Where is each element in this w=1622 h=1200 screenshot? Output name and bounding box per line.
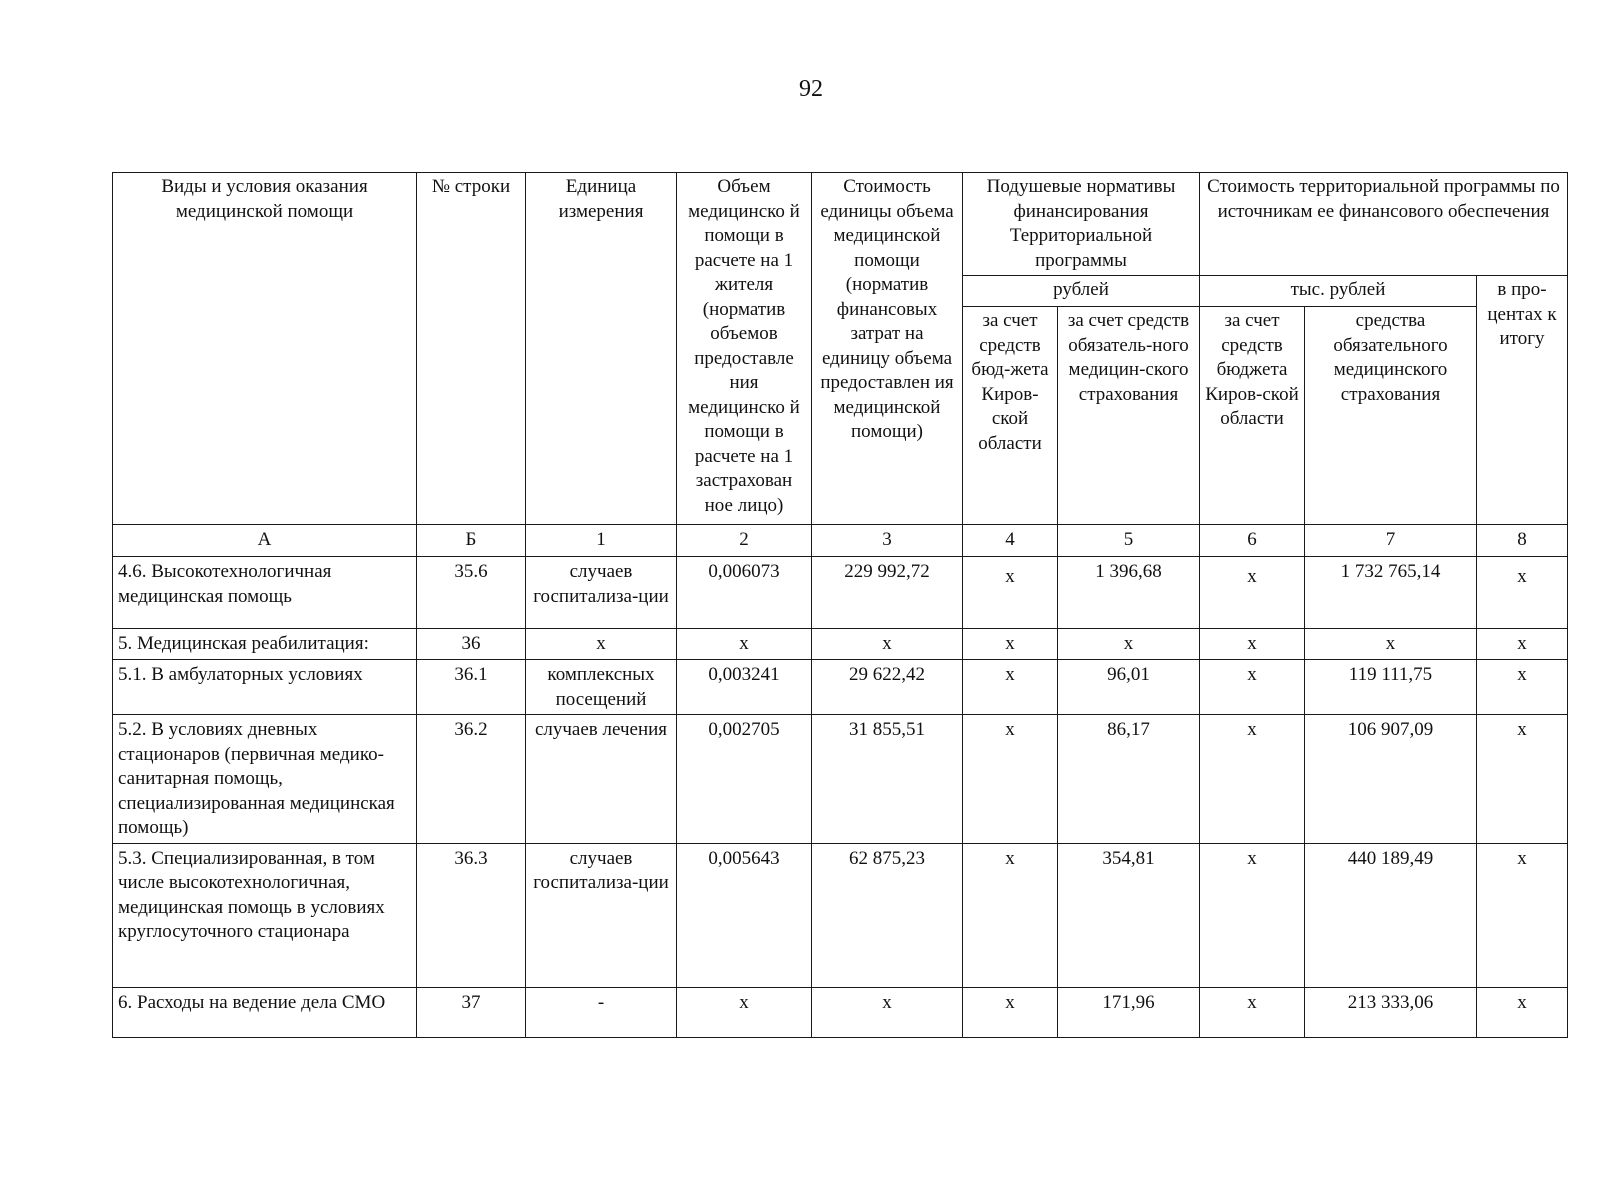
- header-volume: Объем медицинско й помощи в расчете на 1 жителя (норматив объемов предоставле ния медицинско й помощи в расчете на 1 застрахован ное лицо): [677, 173, 812, 525]
- row-budget-thousand: х: [1200, 629, 1305, 660]
- row-budget-rub: х: [963, 629, 1058, 660]
- row-unit: случаев лечения: [526, 715, 677, 844]
- row-percent: х: [1477, 715, 1568, 844]
- row-volume: 0,006073: [677, 557, 812, 629]
- column-code: 8: [1477, 525, 1568, 557]
- column-code: 7: [1305, 525, 1477, 557]
- row-cost: х: [812, 987, 963, 1037]
- row-oms-thousand: 440 189,49: [1305, 843, 1477, 987]
- row-unit: х: [526, 629, 677, 660]
- row-budget-thousand: х: [1200, 987, 1305, 1037]
- column-code: 1: [526, 525, 677, 557]
- column-code: 2: [677, 525, 812, 557]
- row-cost: 62 875,23: [812, 843, 963, 987]
- row-volume: х: [677, 987, 812, 1037]
- header-rubles: рублей: [963, 276, 1200, 307]
- row-name: 6. Расходы на ведение дела СМО: [113, 987, 417, 1037]
- row-cost: 31 855,51: [812, 715, 963, 844]
- header-oms-funds: за счет средств обязатель-ного медицин-ского страхования: [1058, 307, 1200, 525]
- row-oms-rub: 1 396,68: [1058, 557, 1200, 629]
- table-row: [113, 557, 1568, 629]
- column-code: 3: [812, 525, 963, 557]
- page-number: 92: [799, 76, 823, 102]
- row-cost: 29 622,42: [812, 660, 963, 715]
- row-percent: х: [1477, 660, 1568, 715]
- column-code: Б: [417, 525, 526, 557]
- row-budget-thousand: х: [1200, 715, 1305, 844]
- row-name: 5.1. В амбулаторных условиях: [113, 660, 417, 715]
- row-name: 4.6. Высокотехнологичная медицинская помощь: [113, 557, 417, 629]
- row-oms-rub: 86,17: [1058, 715, 1200, 844]
- row-oms-rub: 171,96: [1058, 987, 1200, 1037]
- row-number: 37: [417, 987, 526, 1037]
- row-budget-rub: х: [963, 843, 1058, 987]
- row-budget-rub: х: [963, 715, 1058, 844]
- row-percent: х: [1477, 843, 1568, 987]
- row-percent: х: [1477, 987, 1568, 1037]
- row-number: 36.1: [417, 660, 526, 715]
- column-code: А: [113, 525, 417, 557]
- row-oms-rub: х: [1058, 629, 1200, 660]
- row-name: 5.2. В условиях дневных стационаров (первичная медико-санитарная помощь, специализированная медицинская помощь): [113, 715, 417, 844]
- row-volume: 0,002705: [677, 715, 812, 844]
- header-program-cost: Стоимость территориальной программы по источникам ее финансового обеспечения: [1200, 173, 1568, 276]
- column-code: 4: [963, 525, 1058, 557]
- row-volume: 0,003241: [677, 660, 812, 715]
- header-cost: Стоимость единицы объема медицинской помощи (норматив финансовых затрат на единицу объема предоставлен ия медицинской помощи): [812, 173, 963, 525]
- row-volume: 0,005643: [677, 843, 812, 987]
- row-number: 36: [417, 629, 526, 660]
- header-percent-total: в про-центах к итогу: [1477, 276, 1568, 525]
- header-unit: Единица измерения: [526, 173, 677, 525]
- row-name: 5. Медицинская реабилитация:: [113, 629, 417, 660]
- header-budget-kirov: за счет средств бюд-жета Киров-ской области: [963, 307, 1058, 525]
- table-row: [113, 843, 1568, 987]
- table-row: [113, 629, 1568, 660]
- column-code: 6: [1200, 525, 1305, 557]
- row-unit: случаев госпитализа-ции: [526, 843, 677, 987]
- header-oms-means: средства обязательного медицинского страхования: [1305, 307, 1477, 525]
- row-oms-thousand: х: [1305, 629, 1477, 660]
- row-unit: комплексных посещений: [526, 660, 677, 715]
- table-row: [113, 715, 1568, 844]
- row-unit: случаев госпитализа-ции: [526, 557, 677, 629]
- row-oms-thousand: 119 111,75: [1305, 660, 1477, 715]
- header-budget-kirov-2: за счет средств бюджета Киров-ской области: [1200, 307, 1305, 525]
- row-volume: х: [677, 629, 812, 660]
- header-row-no: № строки: [417, 173, 526, 525]
- row-budget-rub: х: [963, 660, 1058, 715]
- row-number: 36.2: [417, 715, 526, 844]
- row-oms-rub: 96,01: [1058, 660, 1200, 715]
- table-row: [113, 660, 1568, 715]
- row-number: 36.3: [417, 843, 526, 987]
- row-budget-rub: х: [963, 987, 1058, 1037]
- row-percent: х: [1477, 557, 1568, 629]
- financing-table: [112, 172, 1568, 1038]
- row-budget-rub: х: [963, 557, 1058, 629]
- row-cost: х: [812, 629, 963, 660]
- row-oms-thousand: 213 333,06: [1305, 987, 1477, 1037]
- row-budget-thousand: х: [1200, 843, 1305, 987]
- column-code: 5: [1058, 525, 1200, 557]
- table-row: [113, 987, 1568, 1037]
- row-budget-thousand: х: [1200, 557, 1305, 629]
- row-oms-thousand: 1 732 765,14: [1305, 557, 1477, 629]
- header-per-capita: Подушевые нормативы финансирования Территориальной программы: [963, 173, 1200, 276]
- row-oms-thousand: 106 907,09: [1305, 715, 1477, 844]
- row-cost: 229 992,72: [812, 557, 963, 629]
- row-budget-thousand: х: [1200, 660, 1305, 715]
- row-unit: -: [526, 987, 677, 1037]
- row-oms-rub: 354,81: [1058, 843, 1200, 987]
- row-percent: х: [1477, 629, 1568, 660]
- header-thousand-rubles: тыс. рублей: [1200, 276, 1477, 307]
- row-name: 5.3. Специализированная, в том числе высокотехнологичная, медицинская помощь в условиях круглосуточного стационара: [113, 843, 417, 987]
- header-kind: Виды и условия оказания медицинской помощи: [113, 173, 417, 525]
- row-number: 35.6: [417, 557, 526, 629]
